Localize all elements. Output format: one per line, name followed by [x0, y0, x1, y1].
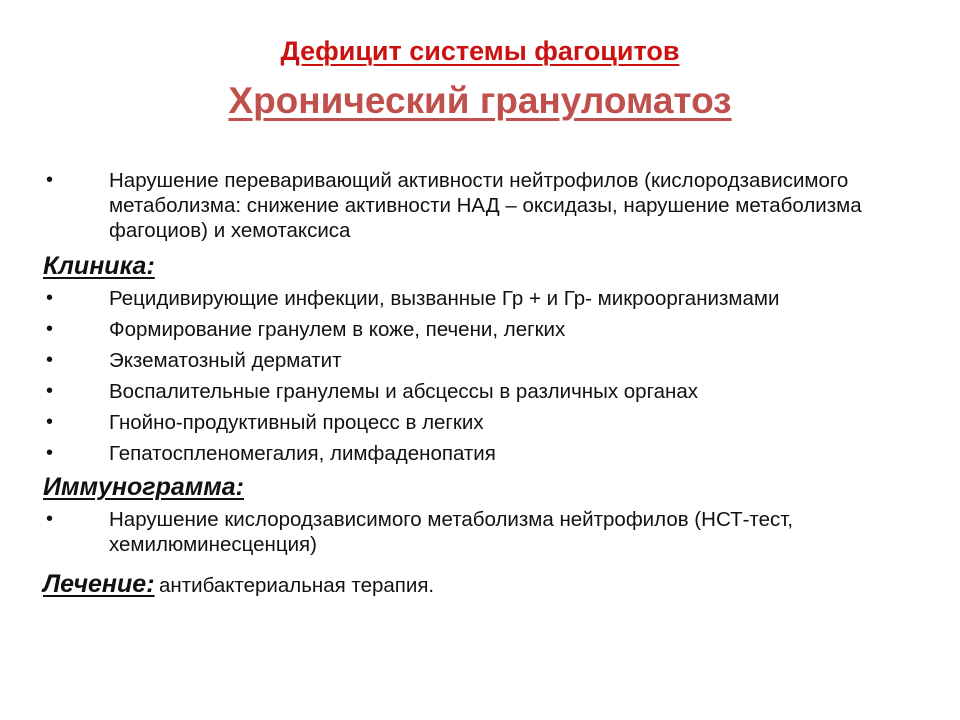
treatment-line	[43, 569, 933, 603]
clinic-item	[43, 410, 933, 435]
slide-subtitle: Хронический грануломатоз	[228, 80, 732, 121]
slide-content	[43, 168, 933, 603]
clinic-heading: Клиника:	[43, 252, 155, 280]
clinic-item-text: Воспалительные гранулемы и абсцессы в различных органах	[109, 380, 698, 403]
immunogram-item-text: Нарушение кислородзависимого метаболизма нейтрофилов (НСТ-тест, хемилюминесценция)	[109, 508, 794, 556]
bullet-icon: •	[46, 169, 54, 191]
bullet-icon: •	[46, 287, 54, 309]
clinic-item-text: Гнойно-продуктивный процесс в легких	[109, 411, 484, 434]
bullet-icon: •	[46, 442, 54, 464]
slide-title: Дефицит системы фагоцитов	[280, 36, 680, 66]
clinic-item	[43, 286, 933, 311]
treatment-text: антибактериальная терапия.	[159, 574, 435, 597]
clinic-item-text: Экзематозный дерматит	[109, 349, 342, 372]
clinic-item-text: Гепатоспленомегалия, лимфаденопатия	[109, 442, 496, 465]
clinic-item-text: Рецидивирующие инфекции, вызванные Гр + и Гр- микроорганизмами	[109, 287, 780, 310]
clinic-item	[43, 348, 933, 373]
immunogram-item	[43, 507, 933, 557]
clinic-item	[43, 441, 933, 466]
treatment-heading: Лечение:	[43, 570, 155, 598]
bullet-icon: •	[46, 349, 54, 371]
bullet-icon: •	[46, 411, 54, 433]
clinic-item-text: Формирование гранулем в коже, печени, легких	[109, 318, 566, 341]
bullet-icon: •	[46, 380, 54, 402]
immunogram-heading: Иммунограмма:	[43, 473, 244, 501]
bullet-icon: •	[46, 508, 54, 530]
intro-bullet-text: Нарушение переваривающий активности нейтрофилов (кислородзависимого метаболизма: снижение активности НАД – оксидазы, нарушение метаболизма фагоциов) и хемотаксиса	[109, 169, 862, 242]
intro-bullet	[43, 168, 933, 243]
bullet-icon: •	[46, 318, 54, 340]
clinic-item	[43, 317, 933, 342]
clinic-item	[43, 379, 933, 404]
